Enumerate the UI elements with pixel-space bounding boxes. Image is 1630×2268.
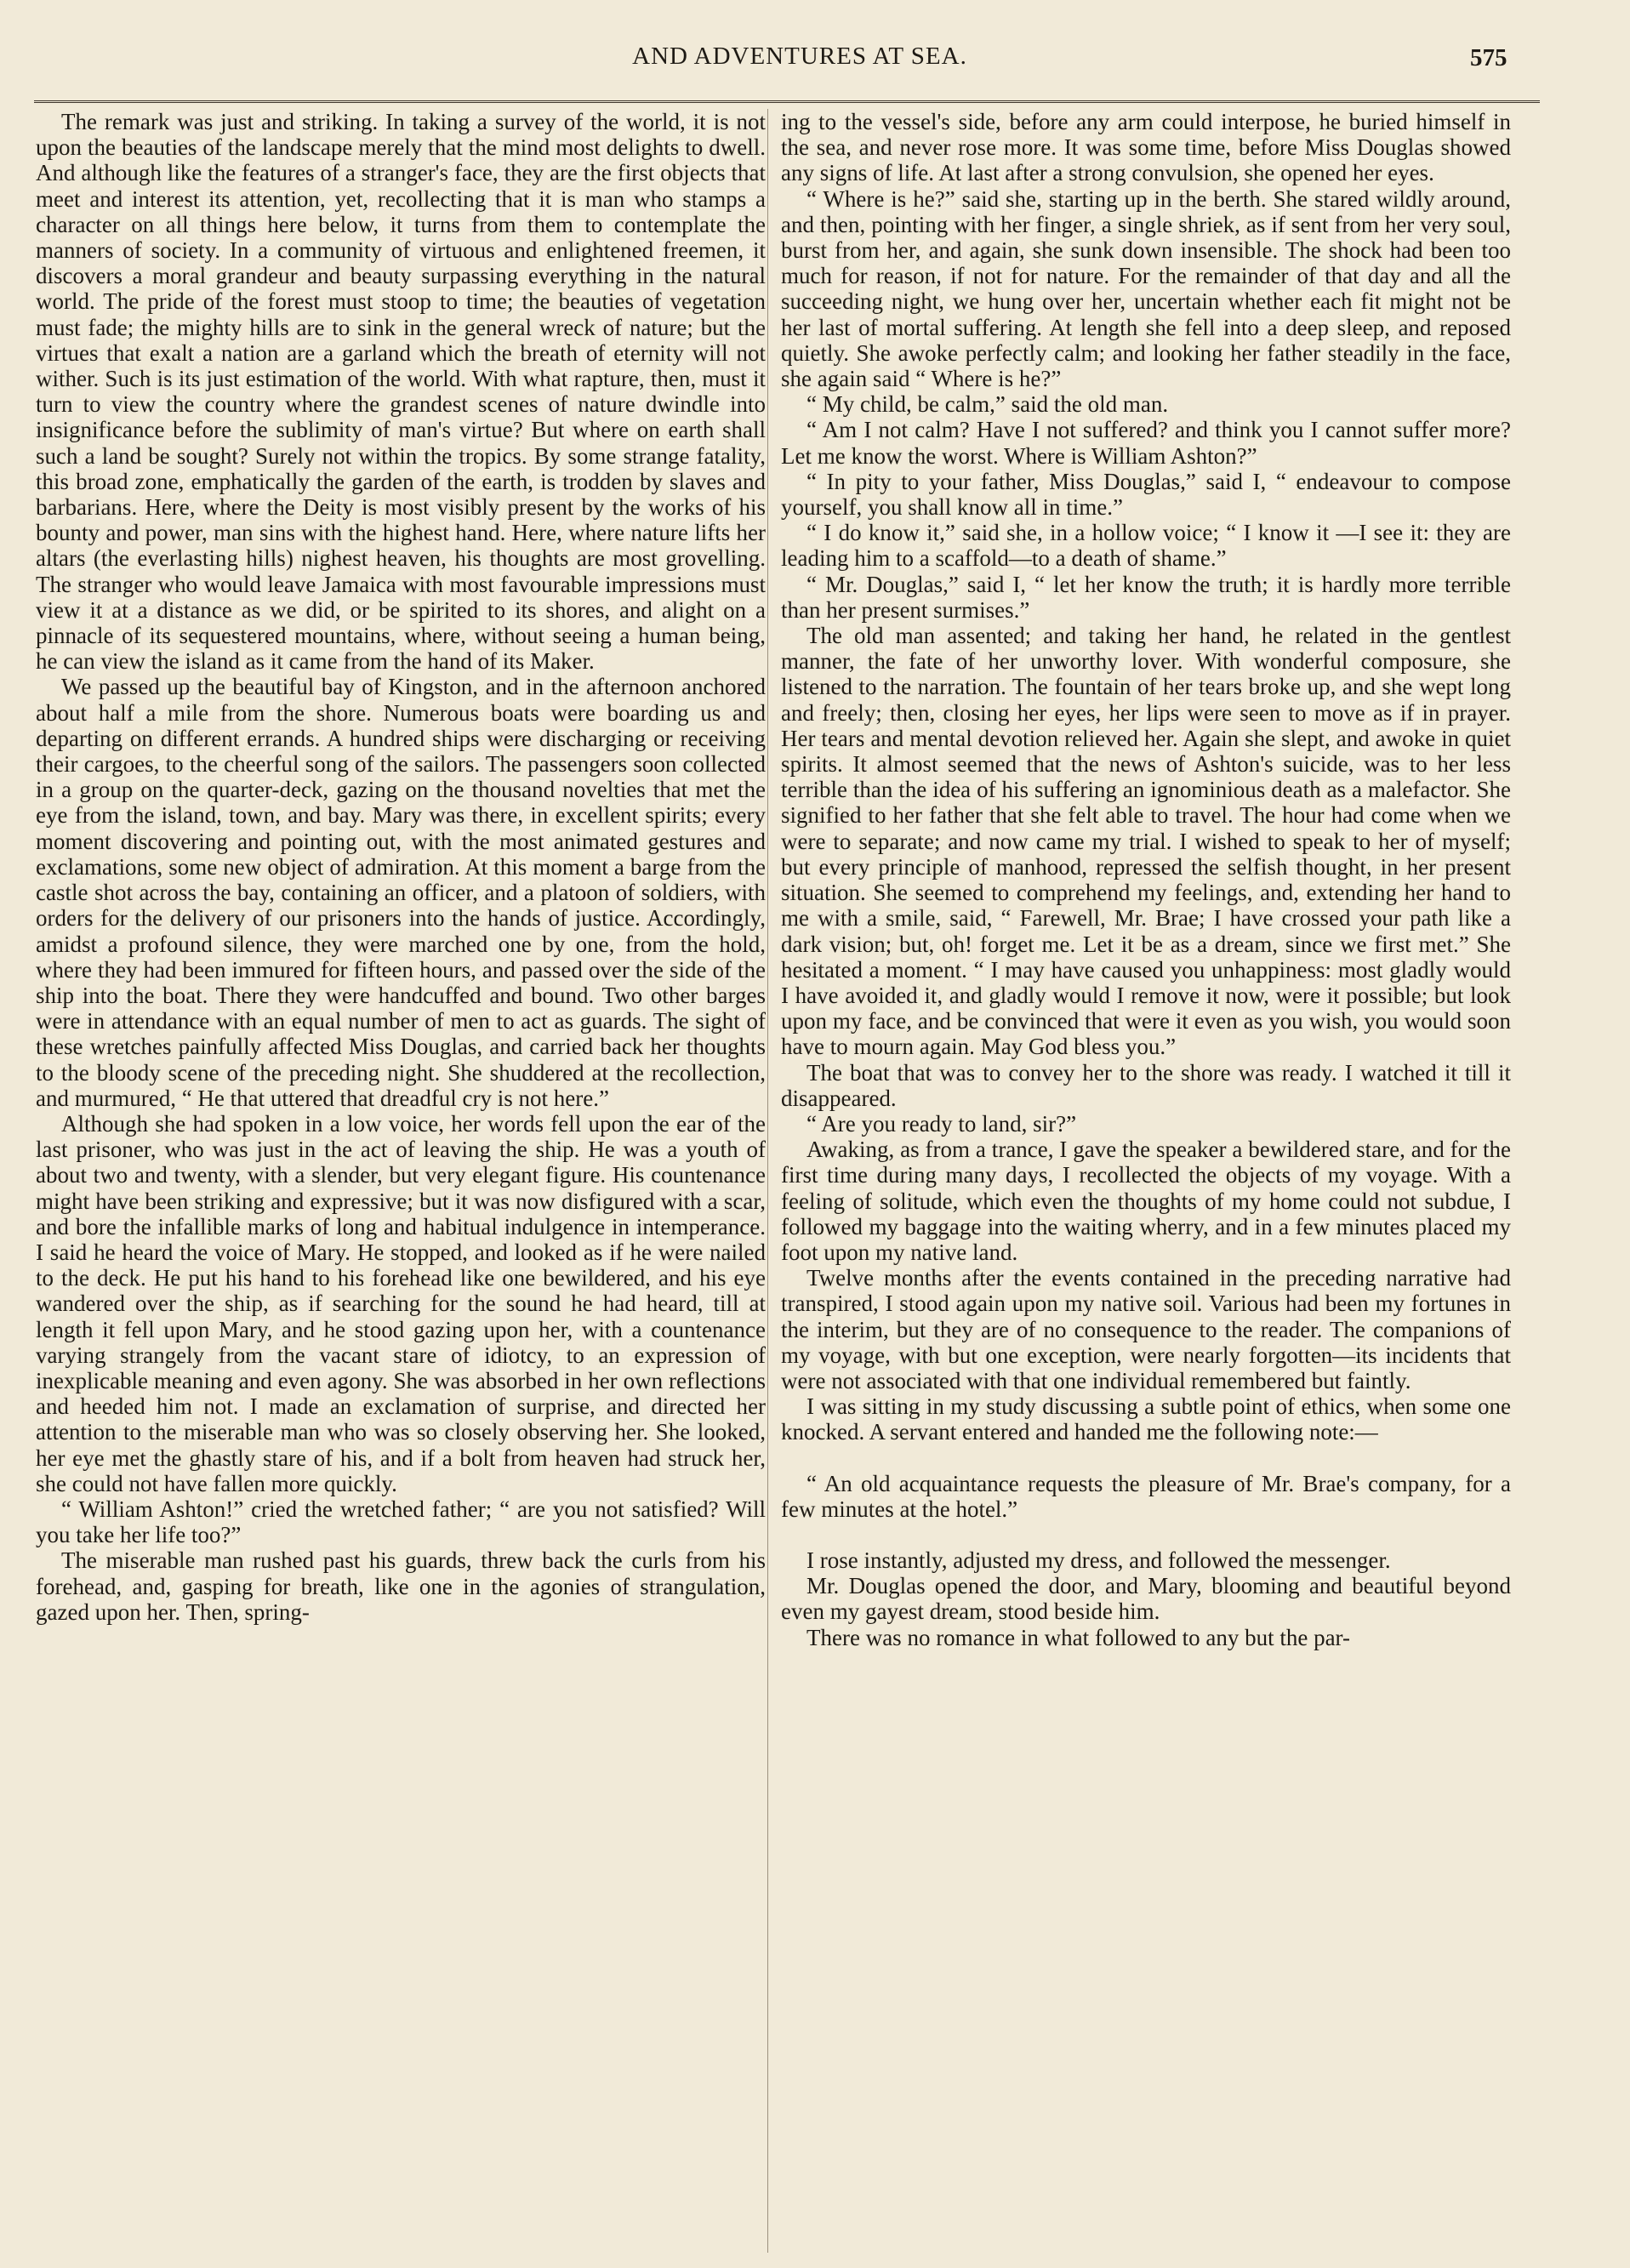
paragraph: The boat that was to convey her to the shore was ready. I watched it till it disappeared. (781, 1059, 1511, 1111)
header-rule (34, 100, 1540, 103)
paragraph: We passed up the beautiful bay of Kingston, and in the afternoon anchored about half a mile from the shore. Numerous boats were boarding us and departing on different errands. A hundred ships were discharging or receiving their cargoes, to the cheerful song of the sailors. The passengers soon collected in a group on the quarter-deck, gazing on the thousand novelties that met the eye from the island, town, and bay. Mary was there, in excellent spirits; every moment discovering and pointing out, with the most animated gestures and exclamations, some new object of admiration. At this moment a barge from the castle shot across the bay, containing an officer, and a platoon of soldiers, with orders for the delivery of our prisoners into the hands of justice. Accordingly, amidst a profound silence, they were marched one by one, from the hold, where they had been immured for fifteen hours, and passed over the side of the ship into the boat. There they were handcuffed and bound. Two other barges were in attendance with an equal number of men to act as guards. The sight of these wretches painfully affected Miss Douglas, and carried back her thoughts to the bloody scene of the preceding night. She shuddered at the recollection, and murmured, “ He that uttered that dreadful cry is not here.” (36, 674, 766, 1111)
paragraph: “ Mr. Douglas,” said I, “ let her know the truth; it is hardly more terrible than her present surmises.” (781, 571, 1511, 623)
paragraph: “ Am I not calm? Have I not suffered? and think you I cannot suffer more? Let me know the worst. Where is William Ashton?” (781, 417, 1511, 469)
paragraph: “ Where is he?” said she, starting up in the berth. She stared wildly around, and then, pointing with her finger, a single shriek, as if sent from her very soul, burst from her, and again, she sunk down insensible. The shock had been too much for reason, if not for nature. For the remainder of that day and all the succeeding night, we hung over her, uncertain whether each fit might not be her last of mortal suffering. At length she fell into a deep sleep, and reposed quietly. She awoke perfectly calm; and looking her father steadily in the face, she again said “ Where is he?” (781, 185, 1511, 392)
paragraph: “ I do know it,” said she, in a hollow voice; “ I know it —I see it: they are leading him to a scaffold—to a death of shame.” (781, 520, 1511, 572)
page-header (34, 43, 1548, 77)
paragraph: “ Are you ready to land, sir?” (806, 1110, 1077, 1137)
quoted-note: “ An old acquaintance requests the pleasure of Mr. Brae's company, for a few minutes at the hotel.” (781, 1470, 1511, 1522)
right-column (781, 109, 1511, 1650)
paragraph: ing to the vessel's side, before any arm could interpose, he buried himself in the sea, and never rose more. It was some time, before Miss Douglas showed any signs of life. At last after a strong convulsion, she opened her eyes. (781, 109, 1511, 186)
paragraph: “ William Ashton!” cried the wretched father; “ are you not satisfied? Will you take her life too?” (36, 1496, 766, 1548)
paragraph: The old man assented; and taking her hand, he related in the gentlest manner, the fate of her unworthy lover. With wonderful composure, she listened to the narration. The fountain of her tears broke up, and she wept long and freely; then, closing her eyes, her lips were seen to move as if in prayer. Her tears and mental devotion relieved her. Again she slept, and awoke in quiet spirits. It almost seemed that the news of Ashton's suicide, was to her less terrible than the idea of his suffering an ignominious death as a malefactor. She signified to her father that she felt able to travel. The hour had come when we were to separate; and now came my trial. I wished to speak to her of myself; but every principle of manhood, repressed the selfish thought, in her present situation. She seemed to comprehend my feelings, and, extending her hand to me with a smile, said, “ Farewell, Mr. Brae; I have crossed your path like a dark vision; but, oh! forget me. Let it be as a dream, since we first met.” She hesitated a moment. “ I may have caused you unhappiness: most gladly would I have avoided it, and gladly would I remove it now, were it possible; but look upon my face, and be convinced that were it even as you wish, you would soon have to mourn again. May God bless you.” (781, 623, 1511, 1060)
paragraph: I rose instantly, adjusted my dress, and followed the messenger. (806, 1547, 1391, 1573)
left-column (36, 109, 766, 1625)
paragraph: Awaking, as from a trance, I gave the speaker a bewildered stare, and for the first time during many days, I recollected the objects of my voyage. With a feeling of solitude, which even the thoughts of my home could not subdue, I followed my baggage into the waiting wherry, and in a few minutes placed my foot upon my native land. (781, 1137, 1511, 1265)
paragraph: There was no romance in what followed to any but the par- (806, 1624, 1350, 1650)
paragraph: “ My child, be calm,” said the old man. (806, 391, 1169, 418)
paragraph: Twelve months after the events contained in the preceding narrative had transpired, I stood again upon my native soil. Various had been my fortunes in the interim, but they are of no consequence to the reader. The companions of my voyage, with but one exception, were nearly forgotten—its incidents that were not associated with that one individual remembered but faintly. (781, 1265, 1511, 1393)
paragraph: The miserable man rushed past his guards, threw back the curls from his forehead, and, gasping for breath, like one in the agonies of strangulation, gazed upon her. Then, spring- (36, 1547, 766, 1625)
paragraph: I was sitting in my study discussing a subtle point of ethics, when some one knocked. A servant entered and handed me the following note:— (781, 1393, 1511, 1445)
paragraph: Mr. Douglas opened the door, and Mary, blooming and beautiful beyond even my gayest dream, stood beside him. (781, 1573, 1511, 1625)
paragraph: “ In pity to your father, Miss Douglas,” said I, “ endeavour to compose yourself, you shall know all in time.” (781, 468, 1511, 521)
column-divider (767, 109, 768, 2253)
paragraph: Although she had spoken in a low voice, her words fell upon the ear of the last prisoner, who was just in the act of leaving the ship. He was a youth of about two and twenty, with a slender, but very elegant figure. His countenance might have been striking and expressive; but it was now disfigured with a scar, and bore the infallible marks of long and habitual indulgence in intemperance. I said he heard the voice of Mary. He stopped, and looked as if he were nailed to the deck. He put his hand to his forehead like one bewildered, and his eye wandered over the ship, as if searching for the sound he had heard, till at length it fell upon Mary, and he stood gazing upon her, with a countenance varying strangely from the vacant stare of idiotcy, to an expression of inexplicable meaning and even agony. She was absorbed in her own reflections and heeded him not. I made an exclamation of surprise, and directed her attention to the miserable man who was so closely observing her. She looked, her eye met the ghastly stare of his, and if a bolt from heaven had struck her, she could not have fallen more quickly. (36, 1110, 766, 1496)
page-number: 575 (1470, 44, 1507, 71)
running-head: AND ADVENTURES AT SEA. (632, 43, 967, 70)
paragraph: The remark was just and striking. In taking a survey of the world, it is not upon the beauties of the landscape merely that the mind most delights to dwell. And although like the features of a stranger's face, they are the first objects that meet and interest its attention, yet, recollecting that it is man who stamps a character on all things here below, it turns from them to contemplate the manners of society. In a community of virtuous and enlightened freemen, it discovers a moral grandeur and beauty surpassing everything in the natural world. The pride of the forest must stoop to time; the beauties of vegetation must fade; the mighty hills are to sink in the general wreck of nature; but the virtues that exalt a nation are a garland which the breath of eternity will not wither. Such is its just estimation of the world. With what rapture, then, must it turn to view the country where the grandest scenes of nature dwindle into insignificance before the sublimity of man's virtue? But where on earth shall such a land be sought? Surely not within the tropics. By some strange fatality, this broad zone, emphatically the garden of the earth, is trodden by slaves and barbarians. Here, where the Deity is most visibly present by the works of his bounty and power, man sins with the highest hand. Here, where nature lifts her altars (the everlasting hills) nighest heaven, his thoughts are most grovelling. The stranger who would leave Jamaica with most favourable impressions must view it at a distance as we did, or be spirited to its shores, and alight on a pinnacle of its sequestered mountains, where, without seeing a human being, he can view the island as it came from the hand of its Maker. (36, 109, 766, 675)
